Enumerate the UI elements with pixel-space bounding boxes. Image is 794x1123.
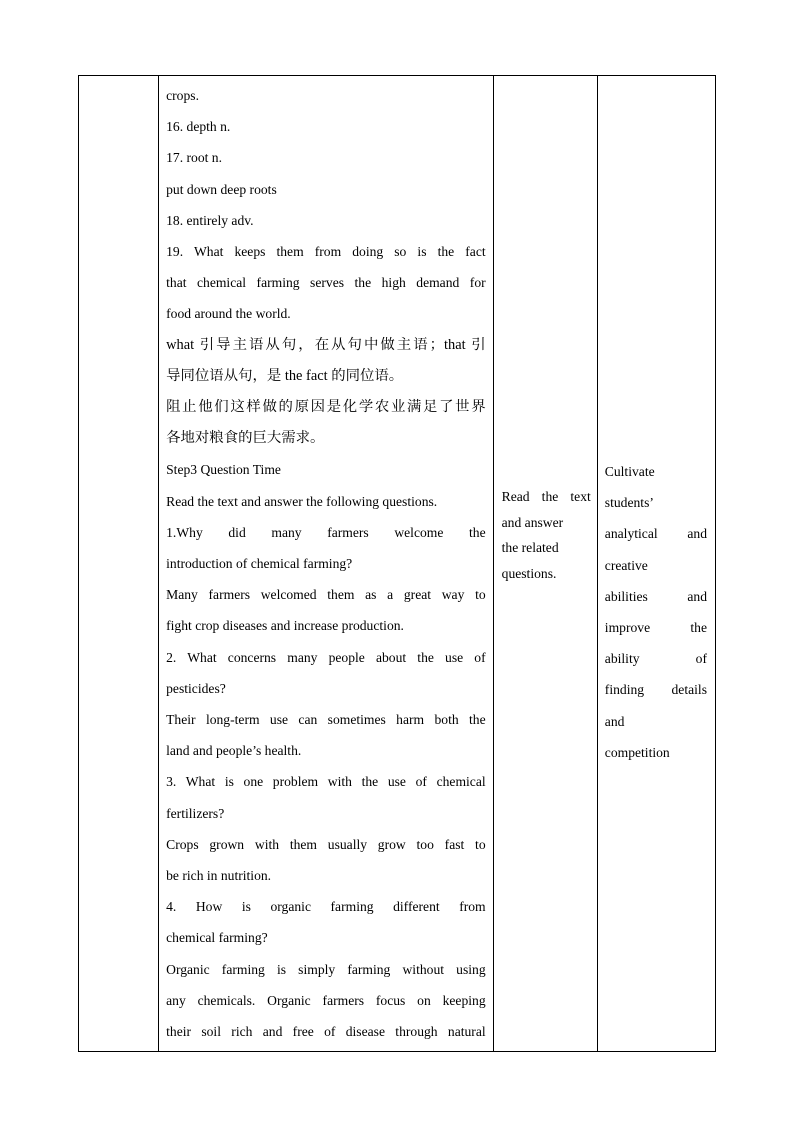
content-line: crops. [166,88,199,103]
content-line: 18. entirely adv. [166,212,254,228]
purpose-line: analytical and [604,526,707,542]
answer: fight crop diseases and increase production. [166,618,404,634]
method-line: Read the text [501,489,591,504]
answer: Crops grown with them usually grow too fast to [166,836,486,852]
content-line: what 引导主语从句，在从句中做主语；that 引 [166,336,486,353]
question: fertilizers? [166,805,225,821]
content-line: 导同位语从句，是 the fact 的同位语。 [166,367,404,384]
method-line: and answer [501,514,564,530]
question: 1.Why did many farmers welcome the [166,524,486,540]
purpose-cell [597,76,715,1052]
answer: any chemicals. Organic farmers focus on keeping [166,992,486,1008]
purpose-line: abilities and [604,588,707,604]
method-line: the related [501,540,559,555]
question: introduction of chemical farming? [166,556,353,572]
content-line: 17. root n. [166,150,223,166]
teaching-content-cell [159,76,494,1052]
purpose-line: competition [604,744,670,760]
step-heading: Step3 Question Time [166,462,281,478]
question: pesticides? [166,680,226,696]
content-line: food around the world. [166,306,291,322]
question: 4. How is organic farming different from [166,899,486,915]
purpose-line: ability of [604,651,707,667]
lesson-plan-table [78,75,716,1052]
answer: land and people’s health. [166,743,302,759]
question: 3. What is one problem with the use of chemical [166,774,486,790]
answer: their soil rich and free of disease through natural [166,1024,486,1040]
purpose-line: creative [604,557,648,573]
answer: be rich in nutrition. [166,868,272,884]
purpose-line: Cultivate [604,464,655,479]
content-line: 19. What keeps them from doing so is the fact [166,244,486,260]
method-line: questions. [501,565,557,581]
question: chemical farming? [166,930,268,946]
answer: Many farmers welcomed them as a great way to [166,587,486,603]
learning-method [494,76,597,586]
purpose-line: finding details [604,682,707,698]
purpose-line: improve the [604,620,707,636]
content-line: 阻止他们这样做的原因是化学农业满足了世界 [166,399,486,416]
purpose-line: students’ [604,495,654,511]
stage-cell [79,76,159,1052]
question: 2. What concerns many people about the use of [166,649,486,665]
purpose-line: and [604,713,625,729]
content-line: Read the text and answer the following questions. [166,493,438,509]
teaching-purpose [598,76,715,768]
answer: Organic farming is simply farming without using [166,961,486,977]
teaching-content [159,76,493,1047]
table-row [79,76,716,1052]
content-line: 16. depth n. [166,119,231,135]
answer: Their long-term use can sometimes harm both the [166,712,486,728]
learning-method-cell [493,76,597,1052]
content-line: 各地对粮食的巨大需求。 [166,430,325,447]
content-line: that chemical farming serves the high demand for [166,275,486,291]
content-line: put down deep roots [166,181,277,197]
